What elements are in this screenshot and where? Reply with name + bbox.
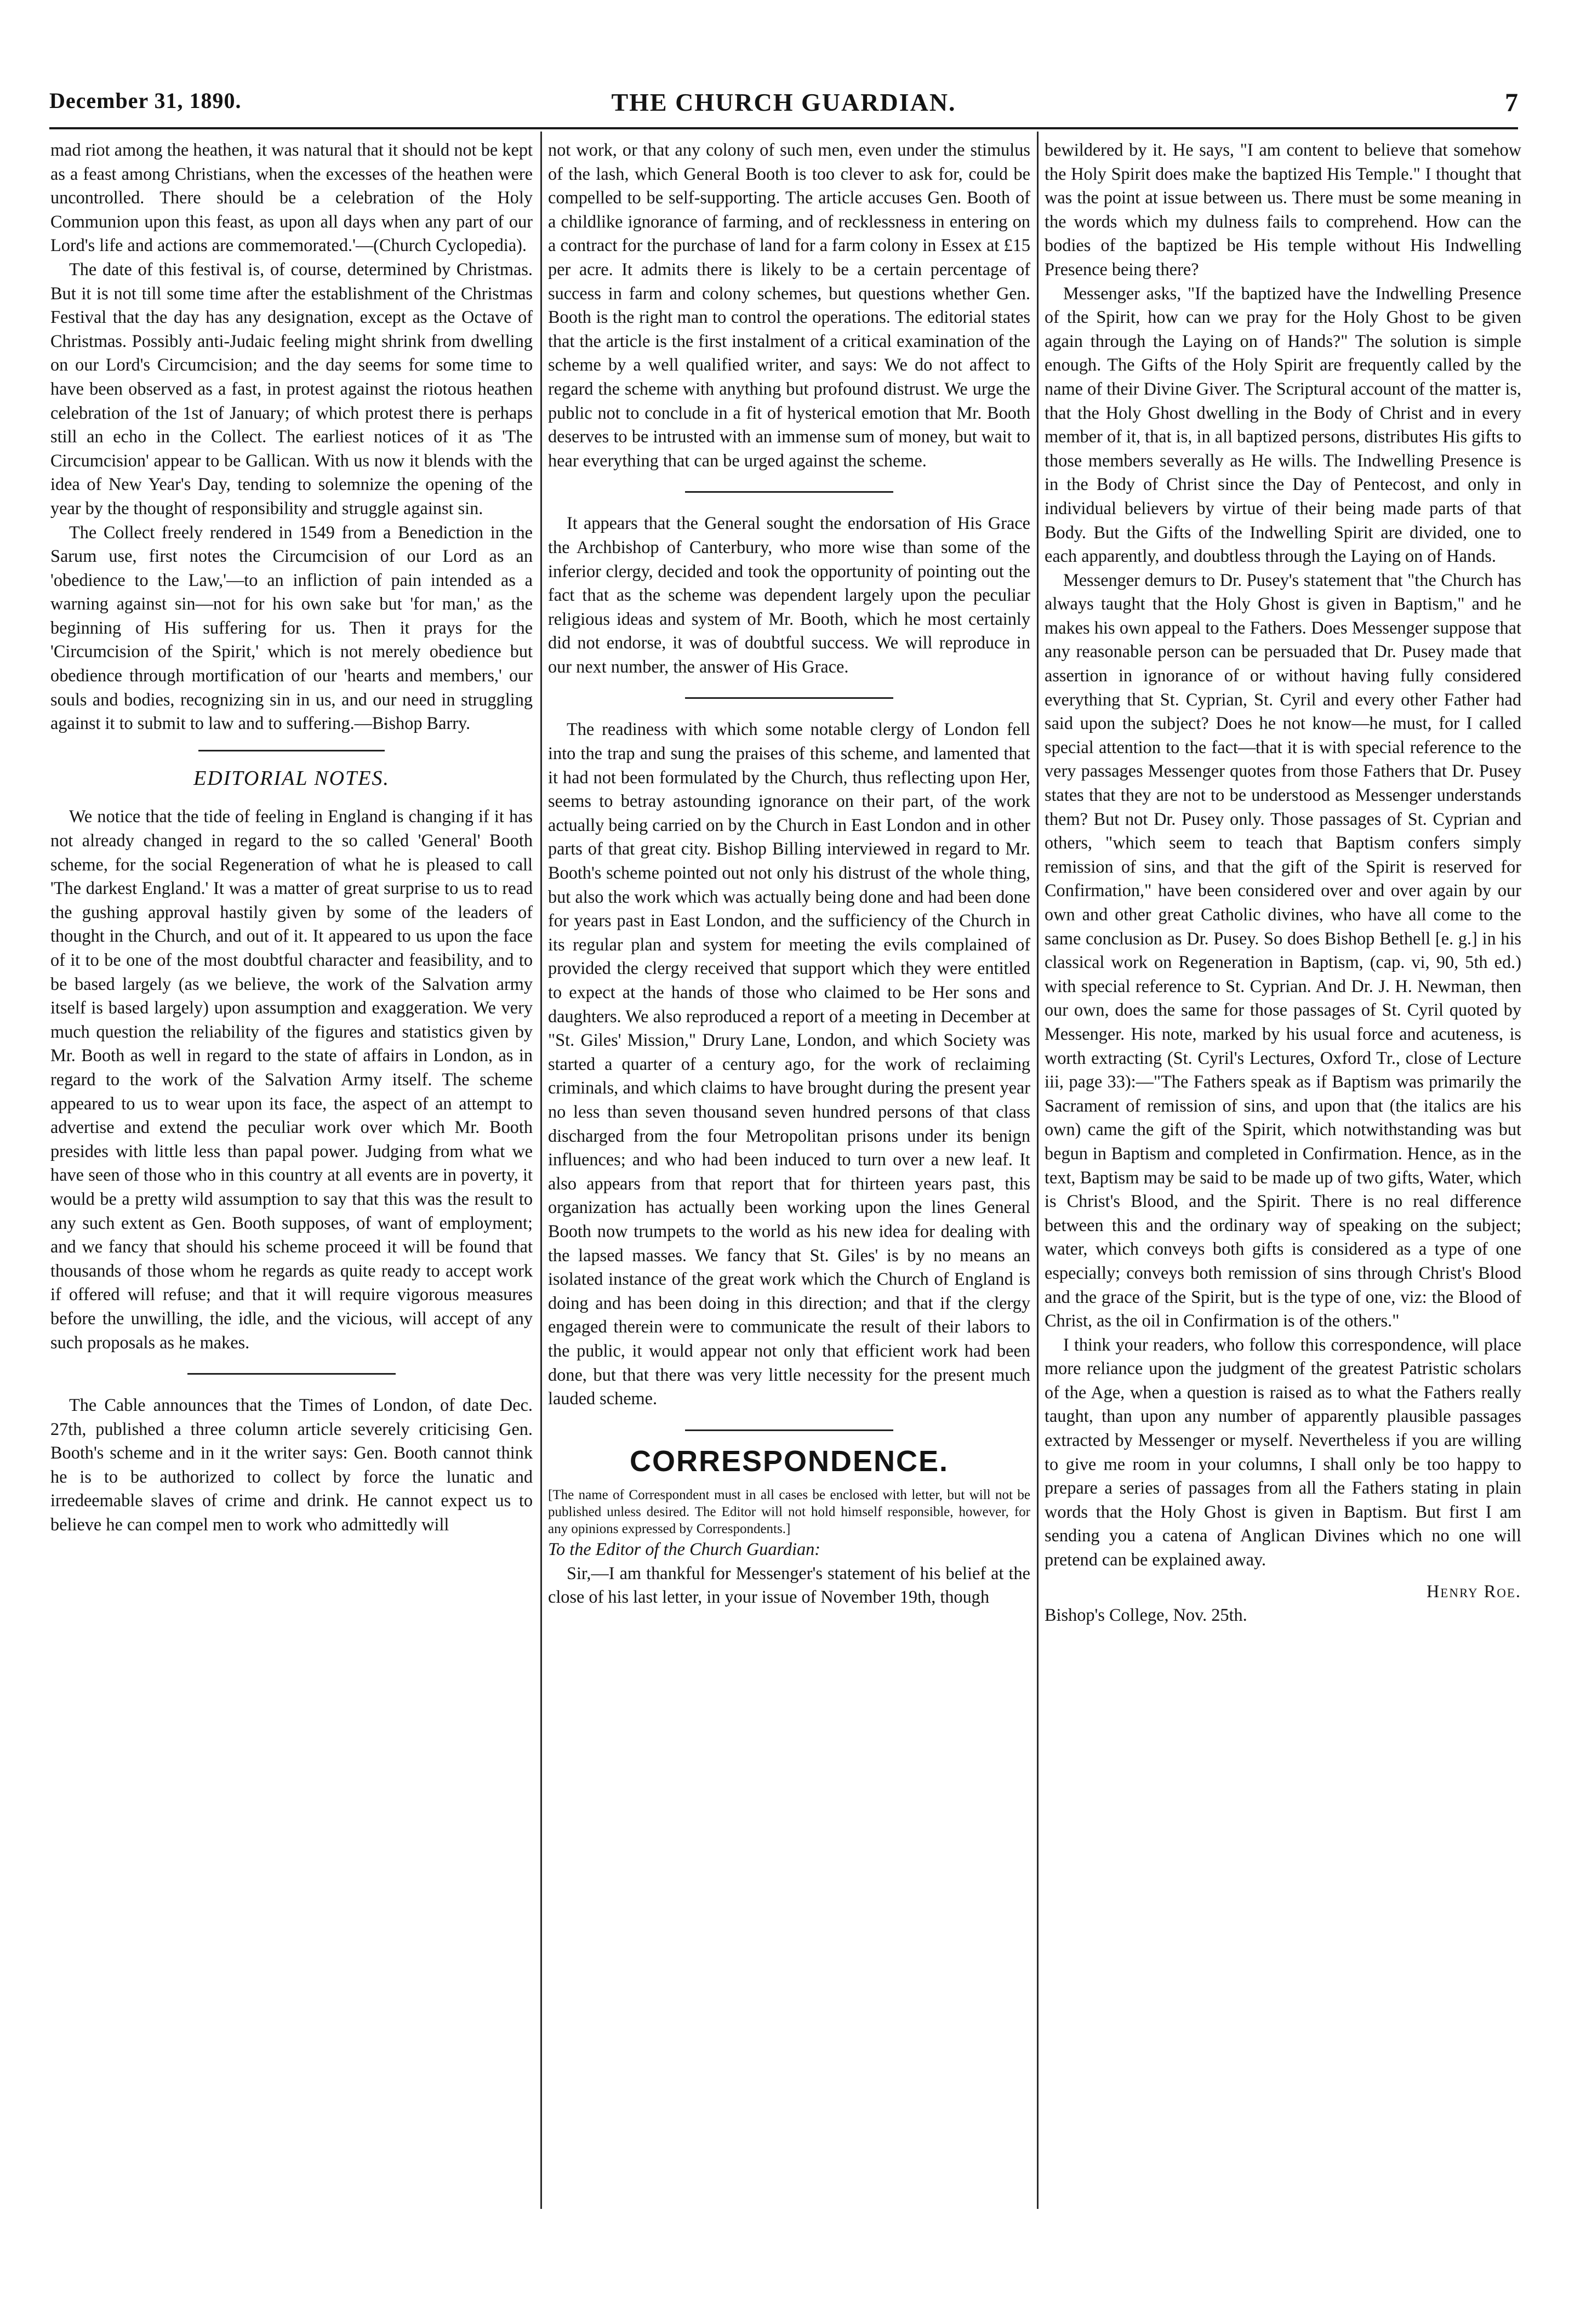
letter-paragraph: bewildered by it. He says, "I am content to believe that somehow the Holy Spirit does make the baptized His Temple." I thought that was the point at issue between us. There must be some meaning in the words which my dulness fails to comprehend. How can the bodies of the baptized be His temple without His Indwelling Presence being there?: [1045, 140, 1521, 279]
article-paragraph: We notice that the tide of feeling in England is changing if it has not already changed in regard to the so called 'General' Booth scheme, for the social Regeneration of what he is pleased to call 'The darkest England.' It was a matter of great surprise to us to read the gushing approval hastily given by some of the leaders of thought in the Church, and out of it. It appeared to us upon the face of it to be one of the most doubtful character and feasibility, and to be based largely (as we believe, the work of the Salvation army itself is based largely) upon assumption and exaggeration. We very much question the reliability of the figures and statistics given by Mr. Booth as well in regard to the state of affairs in London, as in regard to the work of the Salvation Army itself. The scheme appeared to us to wear upon its face, the aspect of an attempt to advertise and extend the peculiar work over which Mr. Booth presides with little less than papal power. Judging from what we have seen of those who in this country at all events are in poverty, it would be a pretty wild assumption to say that this was the result to any such extent as Gen. Booth supposes, of want of employment; and we fancy that should his scheme proceed it will be found that thousands of those whom he regards as quite ready to accept work if offered will refuse; and that it will require vigorous measures before the unwilling, the idle, and the vicious, will accept of any such proposals as he makes.: [50, 806, 533, 1352]
section-rule: [187, 1373, 396, 1375]
editor-disclaimer: [The name of Correspondent must in all cases be enclosed with letter, but will not be published unless desired. The Editor will not hold himself responsible, however, for any opinions expressed by Correspondents.]: [548, 1488, 1030, 1537]
column-2: [548, 138, 1030, 2276]
letter-paragraph: Messenger demurs to Dr. Pusey's statement that "the Church has always taught that the Holy Ghost is given in Baptism," and he makes his own appeal to the Fathers. Does Messenger suppose that any reasonable person can be persuaded that Dr. Pusey made that assertion in ignorance of or without having fully considered everything that St. Cyprian, St. Cyril and every other Father had said upon the subject? Does he not know—he must, for I called special attention to the fact—that it is with special reference to the very passages Messenger quotes from those Fathers that Dr. Pusey states that they are not to be understood as Messenger understands them? But not Dr. Pusey only. Those passages of St. Cyprian and others, "which seem to teach that Baptism confers simply remission of sins, and that the gift of the Spirit is reserved for Confirmation," have been considered over and over again by our own and other great Catholic divines, who have all come to the same conclusion as Dr. Pusey. So does Bishop Bethell [e. g.] in his classical work on Regeneration in Baptism, (cap. vi, 90, 5th ed.) with special reference to St. Cyprian. And Dr. J. H. Newman, then our own, does the same for those passages of St. Cyril quoted by Messenger. His note, marked by his usual force and acuteness, is worth extracting (St. Cyril's Lectures, Oxford Tr., close of Lecture iii, page 33):—"The Fathers speak as if Baptism was primarily the Sacrament of remission of sins, and upon that (the italics are his own) came the gift of the Spirit, which notwithstanding was but begun in Baptism and completed in Confirmation. Hence, as in the text, Baptism may be said to be made up of two gifts, Water, which is Christ's Blood, and the Spirit. There is no real difference between this and the ordinary way of speaking on the subject; water, which conveys both gifts is considered as a type of one especially; conveys both remission of sins through Christ's Blood and the grace of the Spirit, but is the type of one, viz: the Blood of Christ, as the oil in Confirmation is of the others.": [1045, 569, 1521, 1331]
letter-paragraph: Messenger asks, "If the baptized have the Indwelling Presence of the Spirit, how can we pray for the Holy Ghost to be given again through the Laying on of Hands?" The solution is simple enough. The Gifts of the Holy Spirit are frequently called by the name of their Divine Giver. The Scriptural account of the matter is, that the Holy Ghost dwelling in the Body of Christ and in every member of it, that is, in all baptized persons, distributes His gifts to those members severally as He wills. The Indwelling Presence is in the Body of Christ since the Day of Pentecost, and only in individual believers by virtue of their being made parts of that Body. But the Gifts of the Indwelling Spirit are divided, one to each apparently, and doubtless through the Laying on of Hands.: [1045, 283, 1521, 566]
section-rule: [198, 750, 385, 751]
column-divider-1: [540, 132, 542, 2209]
column-1: [50, 138, 533, 2276]
header-rule: [49, 127, 1518, 129]
letter-place-date: Bishop's College, Nov. 25th.: [1045, 1605, 1247, 1625]
column-3: [1045, 138, 1521, 2276]
letter-paragraph: Sir,—I am thankful for Messenger's statement of his belief at the close of his last letter, in your issue of November 19th, though: [548, 1563, 1030, 1607]
letter-paragraph: I think your readers, who follow this correspondence, will place more reliance upon the judgment of the greatest Patristic scholars of the Age, when a question is raised as to what the Fathers really taught, than upon any number of apparently plausible passages extracted by Messenger or myself. Nevertheless if you are willing to give me room in your columns, I shall only be too happy to prepare a series of passages from all the Fathers stating in plain words that the Holy Ghost is given in Baptism. But first I am sending you a catena of Anglican Divines which no one will pretend can be explained away.: [1045, 1334, 1521, 1570]
editorial-notes-heading: EDITORIAL NOTES.: [193, 766, 390, 790]
masthead-title: THE CHURCH GUARDIAN.: [611, 88, 956, 116]
page-number: 7: [1505, 88, 1518, 117]
correspondence-heading: CORRESPONDENCE.: [629, 1444, 949, 1478]
page-header: [49, 88, 1518, 127]
article-paragraph: The date of this festival is, of course, determined by Christmas. But it is not till some time after the establishment of the Christmas Festival that the day has any designation, except as the Octave of Christmas. Possibly anti-Judaic feeling might shrink from dwelling on our Lord's Circumcision; and the day seems for some time to have been observed as a fast, in protest against the riotous heathen celebration of the 1st of January; of which protest there is perhaps still an echo in the Collect. The earliest notices of it as 'The Circumcision' appear to be Gallican. With us now it blends with the idea of New Year's Day, tending to solemnize the opening of the year by the thought of responsibility and struggle against sin.: [50, 259, 533, 518]
article-paragraph: mad riot among the heathen, it was natural that it should not be kept as a feast among Christians, when the excesses of the heathen were uncontrolled. There should be a celebration of the Holy Communion upon this feast, as upon all days when any part of our Lord's life and actions are commemorated.'—(Church Cyclopedia).: [50, 140, 533, 255]
issue-date: December 31, 1890.: [49, 88, 242, 113]
letter-signature: Henry Roe.: [1426, 1581, 1521, 1601]
column-divider-2: [1037, 132, 1039, 2209]
article-paragraph: The Collect freely rendered in 1549 from a Benediction in the Sarum use, first notes the Circumcision of our Lord as an 'obedience to the Law,'—to an infliction of pain intended as a warning against sin—not for his own sake but 'for man,' as the beginning of His suffering for us. Then it prays for the 'Circumcision of the Spirit,' which is not merely obedience but obedience through mortification of our 'hearts and members,' our souls and bodies, recognizing sin in us, and our need in struggling against it to submit to law and to suffering.—Bishop Barry.: [50, 522, 533, 733]
article-paragraph: It appears that the General sought the endorsation of His Grace the Archbishop of Canterbury, who more wise than some of the inferior clergy, decided and took the opportunity of pointing out the fact that as the scheme was dependent largely upon the peculiar religious ideas and system of Mr. Booth, which he most certainly did not endorse, it was of doubtful success. We will reproduce in our next number, the answer of His Grace.: [548, 513, 1030, 676]
article-paragraph: The Cable announces that the Times of London, of date Dec. 27th, published a three column article severely criticising Gen. Booth's scheme and in it the writer says: Gen. Booth cannot think he is to be authorized to collect by force the lunatic and irredeemable slaves of crime and drink. He cannot expect us to believe he can compel men to work who admittedly will: [50, 1395, 533, 1535]
section-rule: [685, 491, 893, 493]
section-rule: [685, 1429, 893, 1431]
section-rule: [685, 697, 893, 699]
article-paragraph: The readiness with which some notable clergy of London fell into the trap and sung the praises of this scheme, and lamented that it had not been formulated by the Church, thus reflecting upon Her, seems to betray astounding ignorance on their part, of the work actually being carried on by the Church in East London and in other parts of that great city. Bishop Billing interviewed in regard to Mr. Booth's scheme pointed out not only his distrust of the whole thing, but also the work which was actually being done and had been done for years past in East London, and the sufficiency of the Church in its regular plan and system for meeting the evils complained of provided the clergy received that support which they were entitled to expect at the hands of those who claimed to be Her sons and daughters. We also reproduced a report of a meeting in December at "St. Giles' Mission," Drury Lane, London, and which Society was started a quarter of a century ago, for the work of reclaiming criminals, and which claims to have brought during the present year no less than seven thousand seven hundred persons of that class discharged from the four Metropolitan prisons under its benign influences; and who had been induced to turn over a new leaf. It also appears from that report that for thirteen years past, this organization has actually been working upon the lines General Booth now trumpets to the world as his new idea for dealing with the lapsed masses. We fancy that St. Giles' is by no means an isolated instance of the great work which the Church of England is doing and has been doing in this direction; and that if the clergy engaged therein were to communicate the result of their labors to the public, it would appear not only that efficient work had been done, but that there was very little necessity for the present much lauded scheme.: [548, 719, 1030, 1409]
article-paragraph: not work, or that any colony of such men, even under the stimulus of the lash, which General Booth is too clever to ask for, could be compelled to be self-supporting. The article accuses Gen. Booth of a childlike ignorance of farming, and of recklessness in entering on a contract for the purchase of land for a farm colony in Essex at £15 per acre. It admits there is likely to be a certain percentage of success in farm and colony schemes, but questions whether Gen. Booth is the right man to control the operations. The editorial states that the article is the first instalment of a critical examination of the scheme by a well qualified writer, and says: We do not affect to regard the scheme with anything but profound distrust. We urge the public not to conclude in a fit of hysterical emotion that Mr. Booth deserves to be intrusted with an immense sum of money, but wait to hear everything that can be urged against the scheme.: [548, 140, 1030, 470]
letter-salutation: To the Editor of the Church Guardian:: [548, 1539, 821, 1559]
